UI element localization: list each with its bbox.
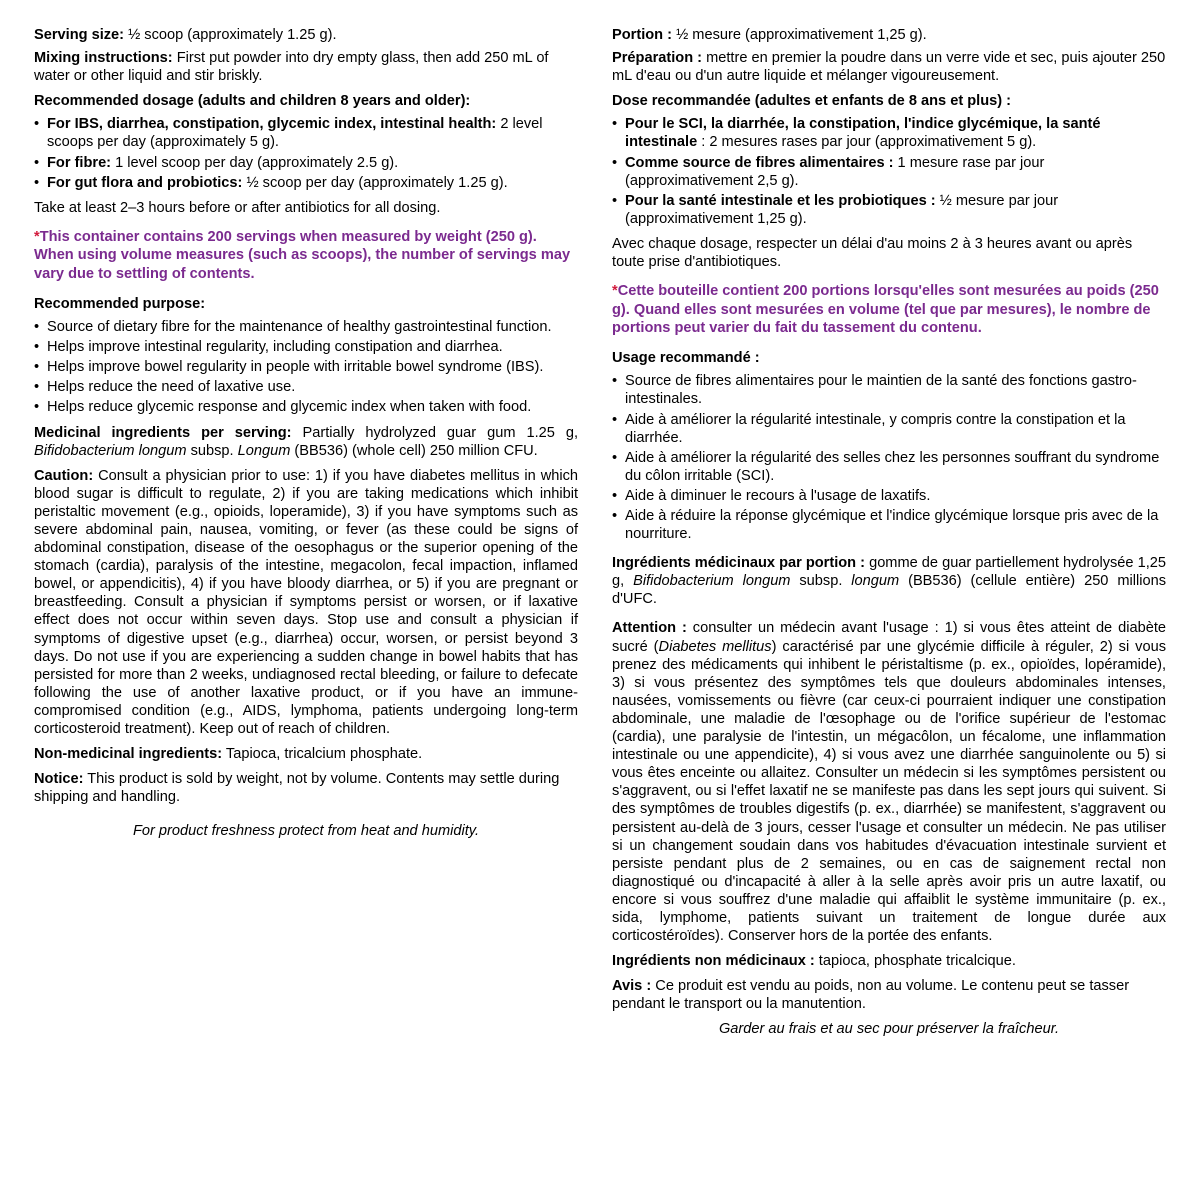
servings-highlight xyxy=(34,228,578,283)
notice-paragraph-fr xyxy=(612,977,1166,1013)
list-item xyxy=(612,115,1166,151)
dosage-heading: Recommended dosage (adults and children 8 years and older): xyxy=(34,93,471,110)
non-medicinal-label: Non-medicinal ingredients: xyxy=(34,746,223,763)
medicinal-text-3: (BB536) (whole cell) 250 million CFU. xyxy=(290,442,538,459)
medicinal-text-3-fr: (BB536) (cellule entière) 250 millions d'UFC. xyxy=(612,573,1166,608)
dosage-heading-fr: Dose recommandée (adultes et enfants de 8 ans et plus) : xyxy=(612,93,1012,110)
dosage-item-value: ½ mesure par jour (approximativement 1,25 g). xyxy=(625,192,1059,227)
non-medicinal-label-fr: Ingrédients non médicinaux : xyxy=(612,953,815,970)
medicinal-species-1-fr: Bifidobacterium longum xyxy=(633,573,791,590)
preparation-line xyxy=(612,49,1166,85)
list-item: • Aide à diminuer le recours à l'usage de laxatifs. xyxy=(612,487,1166,505)
caution-text-2-fr: ) caractérisé par une glycémie difficile à réguler, 2) si vous prenez des médicaments qui inhibent le péristaltisme (p. ex., opioïdes, lopéramide), 3) si vous présentez des symptômes tels que douleurs abdominales intenses, nausées, vomissements ou fièvre (car ceux-ci pourraient indiquer une constipation abdominale, une maladie de l'œsophage ou de l'orifice supérieur de l'estomac (cardia), une paralysie de l'intestin, un mégacôlon, un fécalome, une inflammation intestinale ou une appendicite), 4) si vous avez une diarrhée sanguinolente ou 5) si vous êtes enceinte ou allaitez. Consulter un médecin si les symptômes persistent ou s'aggravent, ou si l'effet laxatif ne se manifeste pas dans les sept jours qui suivent. Si des symptômes de troubles digestifs (p. ex., diarrhée) se manifestent, s'aggravent ou persistent au-delà de 3 jours, cesser l'usage et consulter un médecin. Ne pas utiliser si un changement soudain dans vos habitudes d'évacuation intestinale survient et persiste pendant plus de 2 semaines, ou en cas de saignement rectal non diagnostiqué ou d'incapacité à aller à la selle après avoir pris un autre laxatif, ou encore si vous souffrez d'une maladie qui affaiblit le système immunitaire (p. ex., sida, lymphome, patients suivant un traitement de longue durée aux corticostéroïdes). Conserver hors de la portée des enfants. xyxy=(612,638,1166,945)
dosage-item-label: Pour la santé intestinale et les probiotiques : xyxy=(625,192,936,209)
serving-size-value: ½ scoop (approximately 1.25 g). xyxy=(124,27,337,43)
mixing-instructions-value: First put powder into dry empty glass, then add 250 mL of water or other liquid and stir briskly. xyxy=(34,50,549,85)
usage-heading-fr: Usage recommandé : xyxy=(612,350,760,367)
non-medicinal-text-fr: tapioca, phosphate tricalcique. xyxy=(814,953,1016,970)
medicinal-species-2: Longum xyxy=(237,442,291,459)
list-item: • Aide à réduire la réponse glycémique et l'indice glycémique lorsque pris avec de la nourriture. xyxy=(612,507,1166,543)
list-item: • Helps improve bowel regularity in people with irritable bowel syndrome (IBS). xyxy=(34,358,578,376)
portion-value: ½ mesure (approximativement 1,25 g). xyxy=(672,27,927,43)
notice-text-fr: Ce produit est vendu au poids, non au volume. Le contenu peut se tasser pendant le transport ou la manutention. xyxy=(612,978,1130,1013)
medicinal-text-1: Partially hydrolyzed guar gum 1.25 g, xyxy=(291,424,579,441)
dosage-list-fr xyxy=(612,115,1166,228)
non-medicinal-ingredients xyxy=(34,745,578,763)
french-column xyxy=(612,26,1166,1046)
usage-list-fr xyxy=(612,372,1166,543)
caution-text-1-fr: consulter un médecin avant l'usage : 1) si vous êtes atteint de diabète sucré ( xyxy=(612,620,1166,655)
asterisk-marker: * xyxy=(612,283,618,300)
portion-label: Portion : xyxy=(612,27,673,43)
caution-label: Caution: xyxy=(34,467,94,484)
medicinal-text-1-fr: gomme de guar partiellement hydrolysée 1,25 g, xyxy=(612,555,1166,590)
serving-size-line xyxy=(34,26,578,44)
mixing-instructions-label: Mixing instructions: xyxy=(34,50,173,67)
portion-line xyxy=(612,26,1166,44)
list-item: • Source of dietary fibre for the maintenance of healthy gastrointestinal function. xyxy=(34,318,578,336)
notice-paragraph xyxy=(34,770,578,806)
dosage-item-label: For IBS, diarrhea, constipation, glycemic index, intestinal health: xyxy=(47,116,497,133)
medicinal-ingredients-fr xyxy=(612,554,1166,608)
mixing-instructions-line xyxy=(34,49,578,85)
medicinal-species-1: Bifidobacterium longum xyxy=(34,442,187,459)
dosage-item-value: : 2 mesures rases par jour (approximativement 5 g). xyxy=(697,134,1037,151)
medicinal-ingredients-label-fr: Ingrédients médicinaux par portion : xyxy=(612,555,866,572)
list-item xyxy=(34,115,578,151)
dosage-item-label: Pour le SCI, la diarrhée, la constipation, l'indice glycémique, la santé intestinale xyxy=(625,116,1101,151)
medicinal-text-2-fr: subsp. xyxy=(790,573,852,590)
servings-highlight-fr xyxy=(612,282,1166,337)
dosage-list xyxy=(34,115,578,191)
purpose-heading: Recommended purpose: xyxy=(34,295,206,312)
list-item xyxy=(34,154,578,172)
caution-text: Consult a physician prior to use: 1) if you have diabetes mellitus in which blood sugar is difficult to regulate, 2) if you are taking medications which inhibit peristaltic movement (e.g., opioids, loperamide), 3) if you have symptoms such as severe abdominal pain, nausea, vomiting, or fever (as these could be signs of abdominal constipation, disease of the oesophagus or the superior opening of the stomach (cardia), paralysis of the intestine, megacolon, fecal impaction, inflamed bowel, or appendicitis), 4) if you have bloody diarrhea, or 5) if you are pregnant or breastfeeding. Consult a physician if symptoms persist or worsen, or if laxative effect does not occur within seven days. Stop use and consult a physician if symptoms of digestive upset (e.g., diarrhea) occur, worsen, or persist beyond 3 days. Do not use if you are experiencing a sudden change in bowel habits that has persisted for more than 2 weeks, undiagnosed rectal bleeding, or failure to defecate following the use of another laxative product, or if you have an immune-compromised condition (e.g., AIDS, lymphoma, patients undergoing long-term corticosteroid treatment). Keep out of reach of children. xyxy=(34,467,579,738)
medicinal-ingredients xyxy=(34,424,578,460)
servings-highlight-text: This container contains 200 servings when measured by weight (250 g). When using volume measures (such as scoops), the number of servings may vary due to settling of contents. xyxy=(34,228,571,282)
caution-italic-fr: Diabetes mellitus xyxy=(658,638,772,655)
list-item: • Helps reduce glycemic response and glycemic index when taken with food. xyxy=(34,398,578,416)
medicinal-species-2-fr: longum xyxy=(851,573,900,590)
antibiotics-note-fr: Avec chaque dosage, respecter un délai d'au moins 2 à 3 heures avant ou après toute prise d'antibiotiques. xyxy=(612,235,1133,271)
list-item xyxy=(34,174,578,192)
notice-label-fr: Avis : xyxy=(612,978,652,995)
caution-label-fr: Attention : xyxy=(612,620,687,637)
dosage-item-value: ½ scoop per day (approximately 1.25 g). xyxy=(242,174,508,191)
medicinal-text-2: subsp. xyxy=(186,442,238,459)
freshness-note-fr: Garder au frais et au sec pour préserver la fraîcheur. xyxy=(718,1021,1060,1038)
preparation-value: mettre en premier la poudre dans un verre vide et sec, puis ajouter 250 mL d'eau ou d'un autre liquide et mélanger vigoureusement. xyxy=(612,50,1166,85)
asterisk-marker: * xyxy=(34,228,40,245)
dosage-item-label: Comme source de fibres alimentaires : xyxy=(625,154,894,171)
notice-label: Notice: xyxy=(34,771,84,788)
freshness-note: For product freshness protect from heat and humidity. xyxy=(132,823,480,840)
medicinal-ingredients-label: Medicinal ingredients per serving: xyxy=(34,424,292,441)
caution-paragraph-fr xyxy=(612,619,1166,945)
list-item: • Helps improve intestinal regularity, including constipation and diarrhea. xyxy=(34,338,578,356)
serving-size-label: Serving size: xyxy=(34,27,125,43)
list-item: • Aide à améliorer la régularité intestinale, y compris contre la constipation et la diarrhée. xyxy=(612,411,1166,447)
bilingual-columns xyxy=(34,26,1166,1046)
list-item: • Helps reduce the need of laxative use. xyxy=(34,378,578,396)
list-item: • Aide à améliorer la régularité des selles chez les personnes souffrant du syndrome du côlon irritable (SCI). xyxy=(612,449,1166,485)
notice-text: This product is sold by weight, not by volume. Contents may settle during shipping and handling. xyxy=(34,771,560,806)
non-medicinal-ingredients-fr xyxy=(612,952,1166,970)
list-item: • Source de fibres alimentaires pour le maintien de la santé des fonctions gastro-intestinales. xyxy=(612,372,1166,408)
preparation-label: Préparation : xyxy=(612,50,703,67)
antibiotics-note: Take at least 2–3 hours before or after antibiotics for all dosing. xyxy=(34,199,441,216)
dosage-item-value: 1 mesure rase par jour (approximativement 2,5 g). xyxy=(625,154,1045,189)
dosage-item-label: For gut flora and probiotics: xyxy=(47,174,243,191)
purpose-list xyxy=(34,318,578,416)
list-item xyxy=(612,154,1166,190)
english-column xyxy=(34,26,578,848)
list-item xyxy=(612,192,1166,228)
dosage-item-label: For fibre: xyxy=(47,154,112,171)
caution-paragraph xyxy=(34,467,578,738)
dosage-item-value: 2 level scoops per day (approximately 5 g). xyxy=(47,116,543,151)
servings-highlight-text-fr: Cette bouteille contient 200 portions lorsqu'elles sont mesurées au poids (250 g). Quand elles sont mesurées en volume (tel que par mesures), le nombre de portions peut varier du fait du tassement du contenu. xyxy=(612,283,1159,336)
non-medicinal-text: Tapioca, tricalcium phosphate. xyxy=(222,746,423,763)
dosage-item-value: 1 level scoop per day (approximately 2.5 g). xyxy=(111,154,399,171)
